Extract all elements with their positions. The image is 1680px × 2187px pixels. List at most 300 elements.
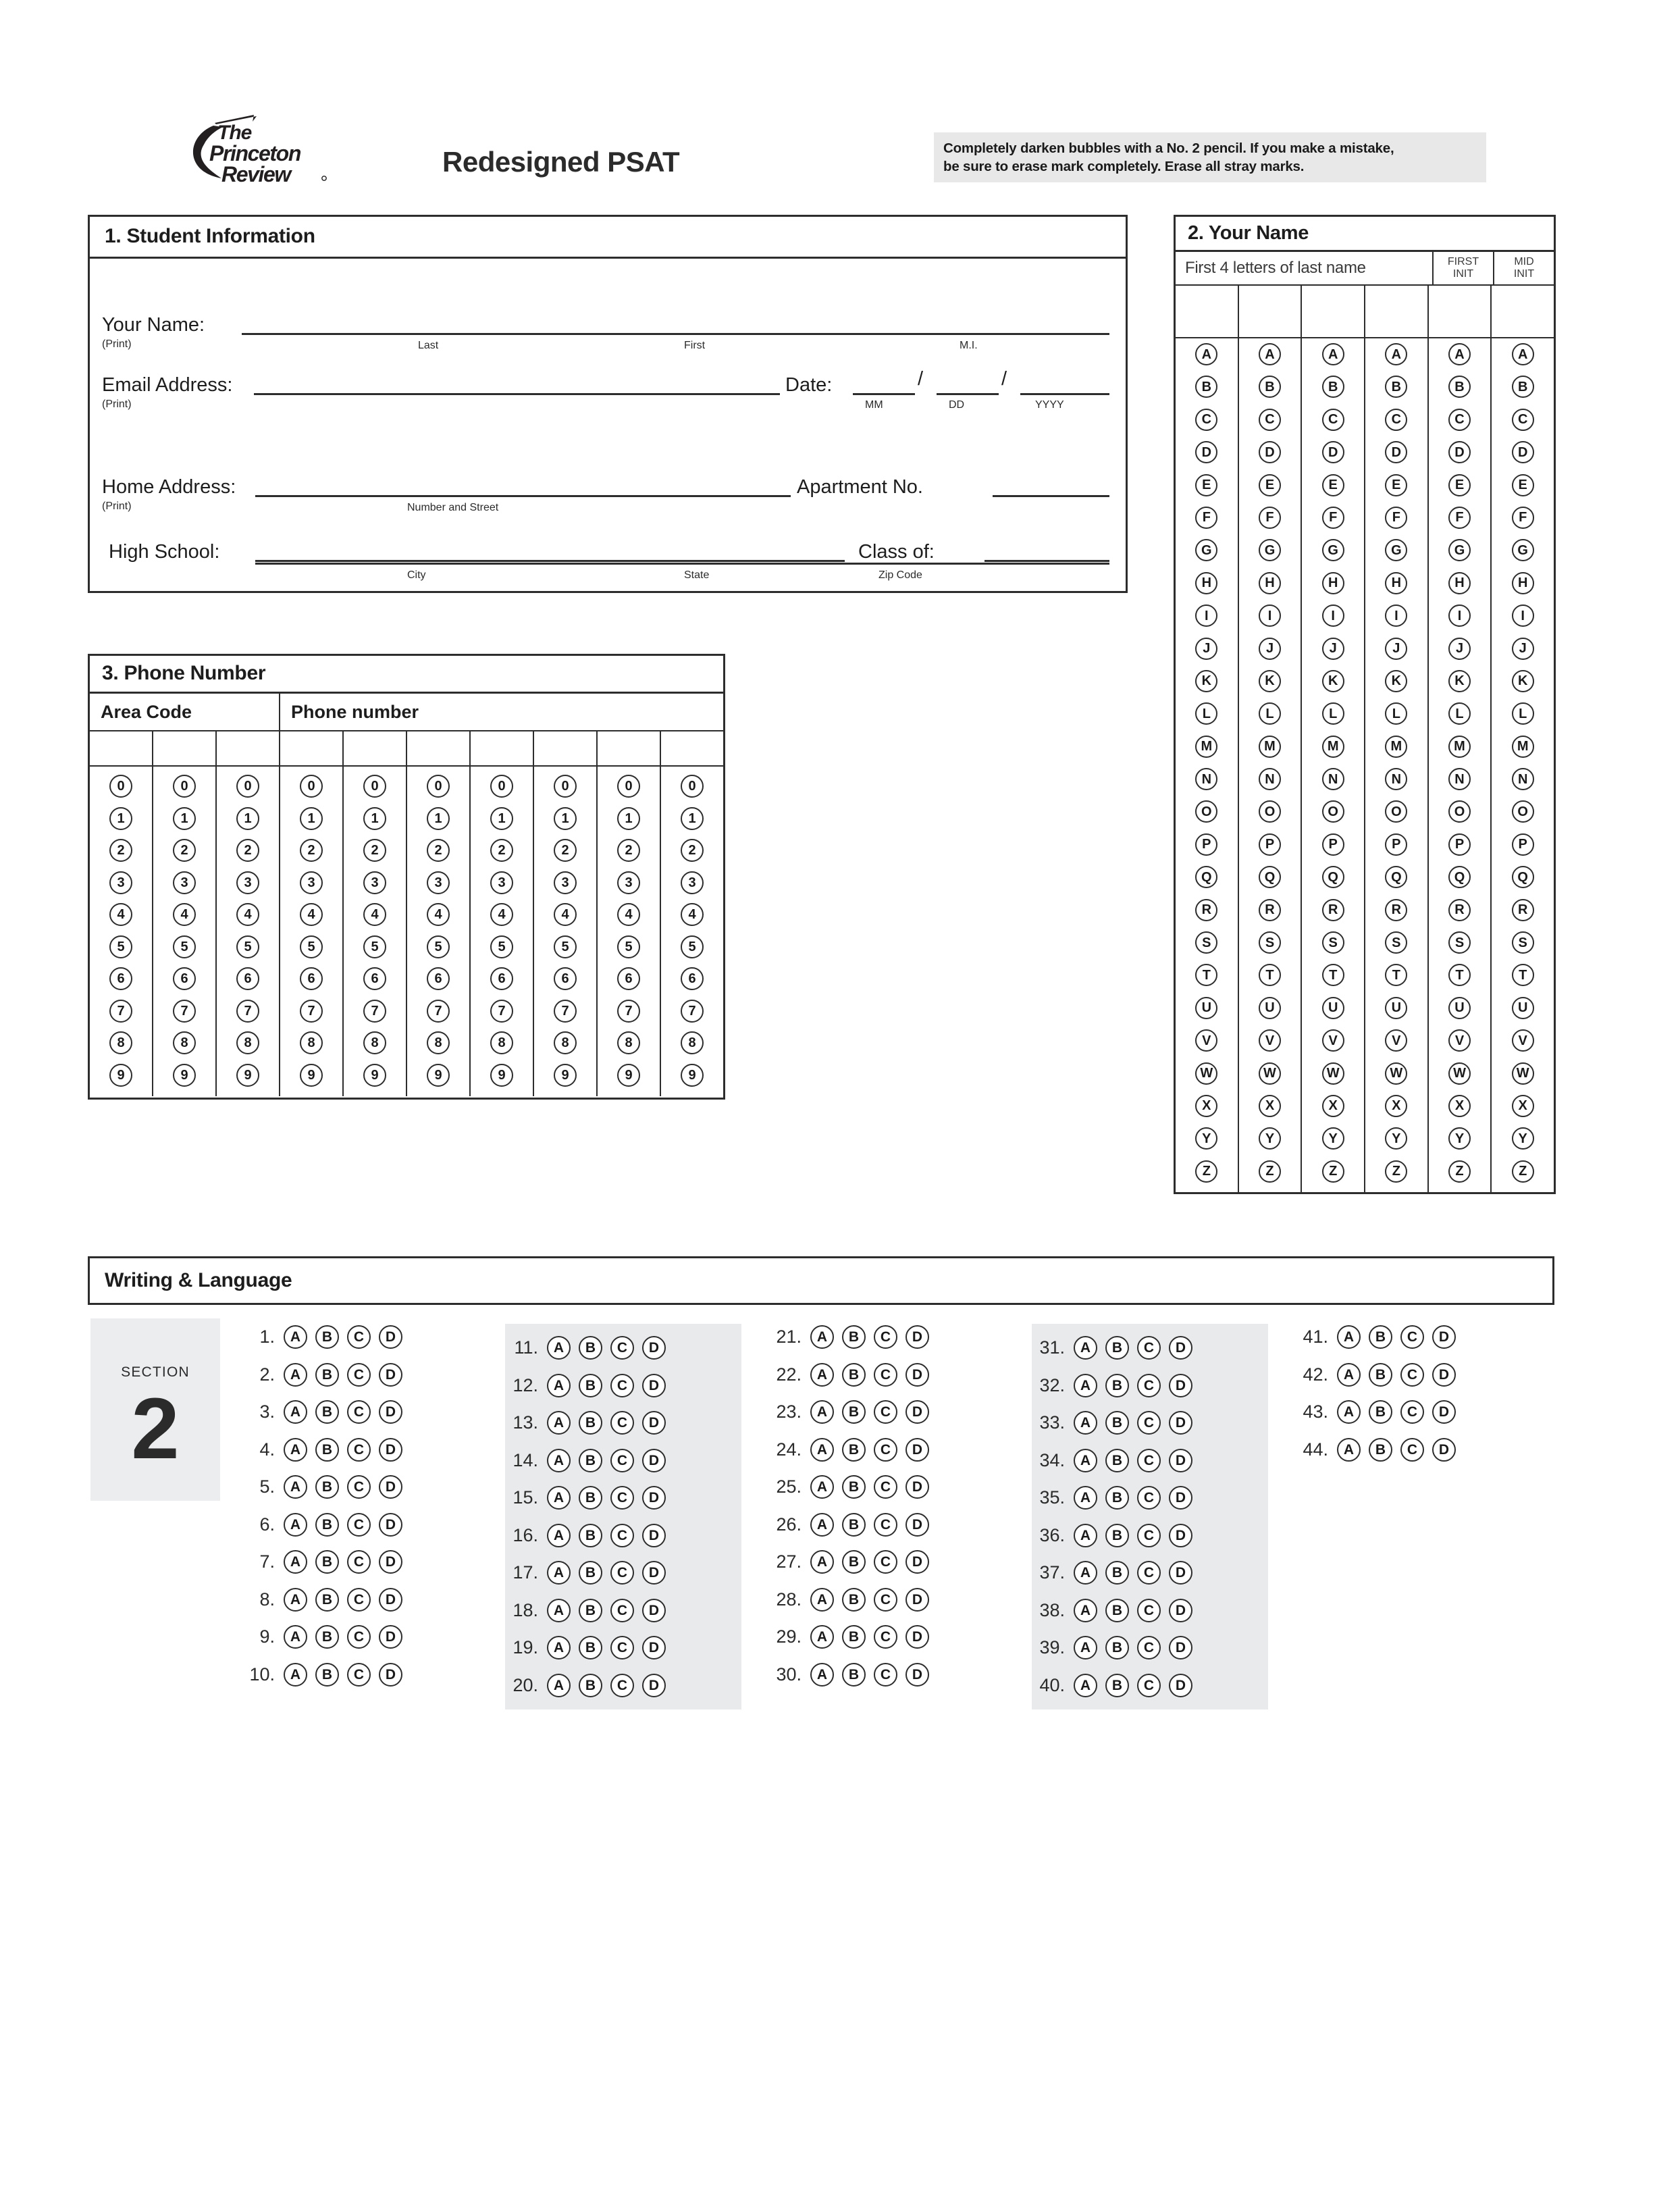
name-bubble-o[interactable]: O — [1448, 800, 1471, 823]
phone-bubble-8[interactable]: 8 — [300, 1031, 323, 1054]
answer-bubble-q17-b[interactable]: B — [579, 1561, 602, 1585]
answer-bubble-q35-b[interactable]: B — [1105, 1486, 1129, 1510]
answer-bubble-q43-a[interactable]: A — [1337, 1400, 1361, 1424]
answer-bubble-q5-c[interactable]: C — [347, 1475, 371, 1499]
answer-bubble-q21-a[interactable]: A — [810, 1325, 834, 1349]
answer-bubble-q1-d[interactable]: D — [379, 1325, 402, 1349]
name-bubble-z[interactable]: Z — [1195, 1160, 1217, 1183]
answer-bubble-q6-d[interactable]: D — [379, 1513, 402, 1537]
name-bubble-q[interactable]: Q — [1195, 866, 1217, 888]
name-bubble-h[interactable]: H — [1259, 572, 1281, 594]
answer-bubble-q17-d[interactable]: D — [642, 1561, 666, 1585]
phone-bubble-9[interactable]: 9 — [300, 1064, 323, 1087]
answer-bubble-q25-d[interactable]: D — [905, 1475, 929, 1499]
phone-bubble-3[interactable]: 3 — [681, 871, 704, 894]
phone-bubble-3[interactable]: 3 — [173, 871, 196, 894]
answer-bubble-q6-a[interactable]: A — [284, 1513, 307, 1537]
answer-bubble-q40-a[interactable]: A — [1074, 1674, 1097, 1697]
home-address-city-input-line[interactable] — [255, 563, 1109, 565]
date-year-input-line[interactable] — [1020, 393, 1109, 395]
phone-bubble-1[interactable]: 1 — [236, 807, 259, 830]
phone-bubble-4[interactable]: 4 — [109, 903, 132, 926]
answer-bubble-q27-a[interactable]: A — [810, 1550, 834, 1574]
name-bubble-w[interactable]: W — [1195, 1062, 1217, 1085]
phone-bubble-2[interactable]: 2 — [427, 839, 450, 862]
answer-bubble-q2-a[interactable]: A — [284, 1363, 307, 1387]
answer-bubble-q34-d[interactable]: D — [1169, 1449, 1192, 1472]
name-bubble-h[interactable]: H — [1385, 572, 1407, 594]
answer-bubble-q25-b[interactable]: B — [842, 1475, 866, 1499]
name-bubble-r[interactable]: R — [1448, 899, 1471, 921]
name-bubble-o[interactable]: O — [1322, 800, 1344, 823]
phone-bubble-4[interactable]: 4 — [617, 903, 640, 926]
phone-bubble-3[interactable]: 3 — [617, 871, 640, 894]
name-bubble-g[interactable]: G — [1195, 539, 1217, 561]
answer-bubble-q18-b[interactable]: B — [579, 1599, 602, 1622]
answer-bubble-q10-c[interactable]: C — [347, 1663, 371, 1687]
answer-bubble-q29-d[interactable]: D — [905, 1625, 929, 1649]
phone-bubble-2[interactable]: 2 — [554, 839, 577, 862]
phone-bubble-0[interactable]: 0 — [109, 775, 132, 798]
name-bubble-x[interactable]: X — [1322, 1095, 1344, 1117]
answer-bubble-q13-a[interactable]: A — [547, 1411, 571, 1435]
phone-bubble-0[interactable]: 0 — [554, 775, 577, 798]
name-bubble-t[interactable]: T — [1195, 964, 1217, 986]
answer-bubble-q39-a[interactable]: A — [1074, 1636, 1097, 1659]
answer-bubble-q8-d[interactable]: D — [379, 1588, 402, 1612]
phone-bubble-2[interactable]: 2 — [617, 839, 640, 862]
name-bubble-b[interactable]: B — [1195, 376, 1217, 398]
phone-bubble-6[interactable]: 6 — [681, 967, 704, 990]
answer-bubble-q43-b[interactable]: B — [1369, 1400, 1392, 1424]
phone-bubble-1[interactable]: 1 — [300, 807, 323, 830]
name-bubble-d[interactable]: D — [1195, 441, 1217, 463]
name-bubble-y[interactable]: Y — [1259, 1127, 1281, 1150]
name-bubble-o[interactable]: O — [1259, 800, 1281, 823]
phone-bubble-5[interactable]: 5 — [236, 935, 259, 958]
phone-bubble-5[interactable]: 5 — [363, 935, 386, 958]
name-write-in-cell[interactable] — [1239, 286, 1303, 337]
name-bubble-a[interactable]: A — [1195, 343, 1217, 365]
answer-bubble-q35-a[interactable]: A — [1074, 1486, 1097, 1510]
answer-bubble-q20-c[interactable]: C — [610, 1674, 634, 1697]
answer-bubble-q31-c[interactable]: C — [1137, 1336, 1161, 1360]
answer-bubble-q16-b[interactable]: B — [579, 1524, 602, 1547]
phone-write-in-cell[interactable] — [534, 731, 598, 765]
name-bubble-m[interactable]: M — [1259, 736, 1281, 758]
name-bubble-v[interactable]: V — [1259, 1029, 1281, 1052]
phone-bubble-9[interactable]: 9 — [554, 1064, 577, 1087]
phone-write-in-cell[interactable] — [90, 731, 153, 765]
phone-bubble-6[interactable]: 6 — [617, 967, 640, 990]
phone-bubble-9[interactable]: 9 — [109, 1064, 132, 1087]
name-bubble-e[interactable]: E — [1259, 474, 1281, 496]
answer-bubble-q21-b[interactable]: B — [842, 1325, 866, 1349]
name-bubble-k[interactable]: K — [1259, 670, 1281, 692]
name-bubble-v[interactable]: V — [1385, 1029, 1407, 1052]
name-bubble-p[interactable]: P — [1259, 833, 1281, 856]
answer-bubble-q31-a[interactable]: A — [1074, 1336, 1097, 1360]
answer-bubble-q22-c[interactable]: C — [874, 1363, 897, 1387]
answer-bubble-q33-b[interactable]: B — [1105, 1411, 1129, 1435]
phone-write-in-cell[interactable] — [344, 731, 407, 765]
answer-bubble-q2-d[interactable]: D — [379, 1363, 402, 1387]
phone-number-write-in-row[interactable] — [90, 731, 723, 767]
name-bubble-m[interactable]: M — [1322, 736, 1344, 758]
name-bubble-y[interactable]: Y — [1195, 1127, 1217, 1150]
phone-bubble-6[interactable]: 6 — [427, 967, 450, 990]
name-bubble-g[interactable]: G — [1512, 539, 1534, 561]
answer-bubble-q15-d[interactable]: D — [642, 1486, 666, 1510]
name-bubble-r[interactable]: R — [1259, 899, 1281, 921]
phone-bubble-7[interactable]: 7 — [681, 1000, 704, 1023]
answer-bubble-q37-b[interactable]: B — [1105, 1561, 1129, 1585]
name-bubble-v[interactable]: V — [1448, 1029, 1471, 1052]
answer-bubble-q32-c[interactable]: C — [1137, 1374, 1161, 1397]
name-bubble-x[interactable]: X — [1512, 1095, 1534, 1117]
name-bubble-s[interactable]: S — [1195, 931, 1217, 954]
name-bubble-l[interactable]: L — [1259, 702, 1281, 725]
name-bubble-o[interactable]: O — [1195, 800, 1217, 823]
answer-bubble-q9-d[interactable]: D — [379, 1625, 402, 1649]
name-bubble-r[interactable]: R — [1512, 899, 1534, 921]
name-bubble-u[interactable]: U — [1448, 997, 1471, 1019]
name-bubble-c[interactable]: C — [1195, 409, 1217, 431]
answer-bubble-q29-c[interactable]: C — [874, 1625, 897, 1649]
answer-bubble-q4-a[interactable]: A — [284, 1438, 307, 1462]
phone-bubble-4[interactable]: 4 — [363, 903, 386, 926]
name-bubble-x[interactable]: X — [1259, 1095, 1281, 1117]
answer-bubble-q23-c[interactable]: C — [874, 1400, 897, 1424]
answer-bubble-q11-d[interactable]: D — [642, 1336, 666, 1360]
answer-bubble-q28-d[interactable]: D — [905, 1588, 929, 1612]
name-write-in-cell[interactable] — [1302, 286, 1365, 337]
phone-bubble-2[interactable]: 2 — [173, 839, 196, 862]
answer-bubble-q28-a[interactable]: A — [810, 1588, 834, 1612]
name-bubble-o[interactable]: O — [1385, 800, 1407, 823]
answer-bubble-q30-b[interactable]: B — [842, 1663, 866, 1687]
name-bubble-q[interactable]: Q — [1448, 866, 1471, 888]
name-bubble-g[interactable]: G — [1448, 539, 1471, 561]
phone-bubble-6[interactable]: 6 — [490, 967, 513, 990]
answer-bubble-q41-d[interactable]: D — [1432, 1325, 1456, 1349]
name-bubble-h[interactable]: H — [1195, 572, 1217, 594]
answer-bubble-q33-a[interactable]: A — [1074, 1411, 1097, 1435]
name-bubble-d[interactable]: D — [1322, 441, 1344, 463]
name-bubble-k[interactable]: K — [1448, 670, 1471, 692]
name-bubble-e[interactable]: E — [1322, 474, 1344, 496]
phone-bubble-5[interactable]: 5 — [173, 935, 196, 958]
answer-bubble-q12-c[interactable]: C — [610, 1374, 634, 1397]
answer-bubble-q7-c[interactable]: C — [347, 1550, 371, 1574]
phone-bubble-0[interactable]: 0 — [617, 775, 640, 798]
name-bubble-w[interactable]: W — [1512, 1062, 1534, 1085]
answer-bubble-q3-b[interactable]: B — [315, 1400, 339, 1424]
phone-bubble-8[interactable]: 8 — [554, 1031, 577, 1054]
name-bubble-l[interactable]: L — [1448, 702, 1471, 725]
phone-bubble-7[interactable]: 7 — [617, 1000, 640, 1023]
phone-bubble-6[interactable]: 6 — [300, 967, 323, 990]
phone-bubble-9[interactable]: 9 — [617, 1064, 640, 1087]
name-bubble-w[interactable]: W — [1448, 1062, 1471, 1085]
name-bubble-r[interactable]: R — [1322, 899, 1344, 921]
answer-bubble-q16-c[interactable]: C — [610, 1524, 634, 1547]
name-bubble-z[interactable]: Z — [1322, 1160, 1344, 1183]
phone-bubble-7[interactable]: 7 — [300, 1000, 323, 1023]
answer-bubble-q21-d[interactable]: D — [905, 1325, 929, 1349]
answer-bubble-q27-d[interactable]: D — [905, 1550, 929, 1574]
your-name-input-line[interactable] — [242, 333, 1109, 335]
name-bubble-x[interactable]: X — [1195, 1095, 1217, 1117]
name-bubble-q[interactable]: Q — [1259, 866, 1281, 888]
answer-bubble-q29-a[interactable]: A — [810, 1625, 834, 1649]
name-bubble-j[interactable]: J — [1195, 638, 1217, 660]
answer-bubble-q13-d[interactable]: D — [642, 1411, 666, 1435]
name-bubble-j[interactable]: J — [1448, 638, 1471, 660]
answer-bubble-q35-d[interactable]: D — [1169, 1486, 1192, 1510]
name-bubble-z[interactable]: Z — [1448, 1160, 1471, 1183]
name-bubble-t[interactable]: T — [1385, 964, 1407, 986]
answer-bubble-q10-d[interactable]: D — [379, 1663, 402, 1687]
phone-bubble-0[interactable]: 0 — [490, 775, 513, 798]
phone-bubble-3[interactable]: 3 — [554, 871, 577, 894]
answer-bubble-q14-c[interactable]: C — [610, 1449, 634, 1472]
phone-bubble-9[interactable]: 9 — [173, 1064, 196, 1087]
answer-bubble-q33-d[interactable]: D — [1169, 1411, 1192, 1435]
phone-bubble-4[interactable]: 4 — [427, 903, 450, 926]
phone-bubble-1[interactable]: 1 — [363, 807, 386, 830]
answer-bubble-q6-c[interactable]: C — [347, 1513, 371, 1537]
name-bubble-t[interactable]: T — [1448, 964, 1471, 986]
name-bubble-j[interactable]: J — [1259, 638, 1281, 660]
name-bubble-n[interactable]: N — [1448, 768, 1471, 790]
answer-bubble-q32-a[interactable]: A — [1074, 1374, 1097, 1397]
answer-bubble-q19-b[interactable]: B — [579, 1636, 602, 1659]
phone-bubble-8[interactable]: 8 — [427, 1031, 450, 1054]
name-bubble-v[interactable]: V — [1322, 1029, 1344, 1052]
name-bubble-q[interactable]: Q — [1512, 866, 1534, 888]
name-bubble-f[interactable]: F — [1448, 507, 1471, 529]
phone-bubble-1[interactable]: 1 — [427, 807, 450, 830]
phone-bubble-7[interactable]: 7 — [236, 1000, 259, 1023]
phone-bubble-8[interactable]: 8 — [173, 1031, 196, 1054]
phone-bubble-1[interactable]: 1 — [554, 807, 577, 830]
answer-bubble-q34-b[interactable]: B — [1105, 1449, 1129, 1472]
name-bubble-x[interactable]: X — [1385, 1095, 1407, 1117]
answer-bubble-q5-a[interactable]: A — [284, 1475, 307, 1499]
phone-bubble-4[interactable]: 4 — [490, 903, 513, 926]
answer-bubble-q19-a[interactable]: A — [547, 1636, 571, 1659]
phone-bubble-1[interactable]: 1 — [173, 807, 196, 830]
answer-bubble-q15-a[interactable]: A — [547, 1486, 571, 1510]
name-bubble-w[interactable]: W — [1385, 1062, 1407, 1085]
answer-bubble-q36-b[interactable]: B — [1105, 1524, 1129, 1547]
answer-bubble-q41-c[interactable]: C — [1400, 1325, 1424, 1349]
answer-bubble-q8-b[interactable]: B — [315, 1588, 339, 1612]
answer-bubble-q37-d[interactable]: D — [1169, 1561, 1192, 1585]
name-bubble-b[interactable]: B — [1448, 376, 1471, 398]
name-bubble-d[interactable]: D — [1448, 441, 1471, 463]
name-bubble-d[interactable]: D — [1512, 441, 1534, 463]
answer-bubble-q17-c[interactable]: C — [610, 1561, 634, 1585]
phone-bubble-8[interactable]: 8 — [617, 1031, 640, 1054]
phone-bubble-2[interactable]: 2 — [490, 839, 513, 862]
name-bubble-h[interactable]: H — [1448, 572, 1471, 594]
phone-bubble-3[interactable]: 3 — [300, 871, 323, 894]
answer-bubble-q18-d[interactable]: D — [642, 1599, 666, 1622]
phone-bubble-8[interactable]: 8 — [681, 1031, 704, 1054]
phone-bubble-8[interactable]: 8 — [236, 1031, 259, 1054]
answer-bubble-q11-a[interactable]: A — [547, 1336, 571, 1360]
answer-bubble-q11-b[interactable]: B — [579, 1336, 602, 1360]
phone-bubble-3[interactable]: 3 — [427, 871, 450, 894]
answer-bubble-q22-d[interactable]: D — [905, 1363, 929, 1387]
answer-bubble-q21-c[interactable]: C — [874, 1325, 897, 1349]
name-bubble-a[interactable]: A — [1322, 343, 1344, 365]
answer-bubble-q16-d[interactable]: D — [642, 1524, 666, 1547]
name-bubble-k[interactable]: K — [1322, 670, 1344, 692]
phone-bubble-7[interactable]: 7 — [173, 1000, 196, 1023]
answer-bubble-q9-c[interactable]: C — [347, 1625, 371, 1649]
answer-bubble-q42-b[interactable]: B — [1369, 1363, 1392, 1387]
name-bubble-z[interactable]: Z — [1259, 1160, 1281, 1183]
answer-bubble-q22-b[interactable]: B — [842, 1363, 866, 1387]
phone-write-in-cell[interactable] — [153, 731, 217, 765]
phone-bubble-5[interactable]: 5 — [617, 935, 640, 958]
phone-bubble-4[interactable]: 4 — [300, 903, 323, 926]
answer-bubble-q38-c[interactable]: C — [1137, 1599, 1161, 1622]
phone-bubble-0[interactable]: 0 — [363, 775, 386, 798]
phone-bubble-9[interactable]: 9 — [363, 1064, 386, 1087]
phone-bubble-7[interactable]: 7 — [490, 1000, 513, 1023]
name-bubble-u[interactable]: U — [1195, 997, 1217, 1019]
answer-bubble-q22-a[interactable]: A — [810, 1363, 834, 1387]
name-bubble-c[interactable]: C — [1385, 409, 1407, 431]
answer-bubble-q10-a[interactable]: A — [284, 1663, 307, 1687]
name-bubble-b[interactable]: B — [1259, 376, 1281, 398]
name-bubble-j[interactable]: J — [1512, 638, 1534, 660]
name-bubble-i[interactable]: I — [1512, 604, 1534, 627]
answer-bubble-q26-a[interactable]: A — [810, 1513, 834, 1537]
name-bubble-q[interactable]: Q — [1385, 866, 1407, 888]
answer-bubble-q24-d[interactable]: D — [905, 1438, 929, 1462]
name-bubble-y[interactable]: Y — [1512, 1127, 1534, 1150]
phone-write-in-cell[interactable] — [280, 731, 344, 765]
answer-bubble-q39-b[interactable]: B — [1105, 1636, 1129, 1659]
name-bubble-d[interactable]: D — [1385, 441, 1407, 463]
answer-bubble-q4-d[interactable]: D — [379, 1438, 402, 1462]
phone-bubble-0[interactable]: 0 — [427, 775, 450, 798]
phone-bubble-9[interactable]: 9 — [490, 1064, 513, 1087]
name-bubble-g[interactable]: G — [1385, 539, 1407, 561]
phone-bubble-7[interactable]: 7 — [554, 1000, 577, 1023]
name-bubble-m[interactable]: M — [1512, 736, 1534, 758]
phone-bubble-6[interactable]: 6 — [173, 967, 196, 990]
answer-bubble-q28-b[interactable]: B — [842, 1588, 866, 1612]
name-bubble-h[interactable]: H — [1322, 572, 1344, 594]
answer-bubble-q12-a[interactable]: A — [547, 1374, 571, 1397]
answer-bubble-q27-c[interactable]: C — [874, 1550, 897, 1574]
answer-bubble-q23-a[interactable]: A — [810, 1400, 834, 1424]
name-bubble-l[interactable]: L — [1512, 702, 1534, 725]
phone-bubble-0[interactable]: 0 — [300, 775, 323, 798]
answer-bubble-q30-d[interactable]: D — [905, 1663, 929, 1687]
name-bubble-c[interactable]: C — [1259, 409, 1281, 431]
phone-bubble-5[interactable]: 5 — [427, 935, 450, 958]
name-bubble-i[interactable]: I — [1195, 604, 1217, 627]
name-bubble-w[interactable]: W — [1259, 1062, 1281, 1085]
answer-bubble-q38-d[interactable]: D — [1169, 1599, 1192, 1622]
name-bubble-p[interactable]: P — [1322, 833, 1344, 856]
answer-bubble-q38-b[interactable]: B — [1105, 1599, 1129, 1622]
answer-bubble-q14-d[interactable]: D — [642, 1449, 666, 1472]
answer-bubble-q4-b[interactable]: B — [315, 1438, 339, 1462]
name-bubble-u[interactable]: U — [1385, 997, 1407, 1019]
phone-bubble-6[interactable]: 6 — [109, 967, 132, 990]
phone-bubble-3[interactable]: 3 — [363, 871, 386, 894]
phone-bubble-4[interactable]: 4 — [173, 903, 196, 926]
phone-bubble-6[interactable]: 6 — [236, 967, 259, 990]
name-bubble-p[interactable]: P — [1448, 833, 1471, 856]
answer-bubble-q24-a[interactable]: A — [810, 1438, 834, 1462]
phone-bubble-2[interactable]: 2 — [109, 839, 132, 862]
answer-bubble-q5-d[interactable]: D — [379, 1475, 402, 1499]
phone-bubble-7[interactable]: 7 — [427, 1000, 450, 1023]
answer-bubble-q42-c[interactable]: C — [1400, 1363, 1424, 1387]
name-bubble-r[interactable]: R — [1385, 899, 1407, 921]
phone-bubble-1[interactable]: 1 — [490, 807, 513, 830]
name-write-in-cell[interactable] — [1176, 286, 1239, 337]
name-bubble-c[interactable]: C — [1448, 409, 1471, 431]
phone-bubble-2[interactable]: 2 — [681, 839, 704, 862]
answer-bubble-q1-b[interactable]: B — [315, 1325, 339, 1349]
answer-bubble-q12-b[interactable]: B — [579, 1374, 602, 1397]
name-bubble-f[interactable]: F — [1259, 507, 1281, 529]
answer-bubble-q7-a[interactable]: A — [284, 1550, 307, 1574]
name-bubble-o[interactable]: O — [1512, 800, 1534, 823]
answer-bubble-q30-a[interactable]: A — [810, 1663, 834, 1687]
name-bubble-u[interactable]: U — [1322, 997, 1344, 1019]
phone-bubble-4[interactable]: 4 — [236, 903, 259, 926]
date-day-input-line[interactable] — [937, 393, 999, 395]
answer-bubble-q33-c[interactable]: C — [1137, 1411, 1161, 1435]
name-bubble-i[interactable]: I — [1259, 604, 1281, 627]
name-bubble-d[interactable]: D — [1259, 441, 1281, 463]
phone-bubble-2[interactable]: 2 — [236, 839, 259, 862]
name-bubble-s[interactable]: S — [1322, 931, 1344, 954]
answer-bubble-q29-b[interactable]: B — [842, 1625, 866, 1649]
name-bubble-f[interactable]: F — [1385, 507, 1407, 529]
answer-bubble-q23-b[interactable]: B — [842, 1400, 866, 1424]
phone-bubble-2[interactable]: 2 — [363, 839, 386, 862]
phone-bubble-6[interactable]: 6 — [554, 967, 577, 990]
name-bubble-l[interactable]: L — [1322, 702, 1344, 725]
answer-bubble-q24-b[interactable]: B — [842, 1438, 866, 1462]
answer-bubble-q41-a[interactable]: A — [1337, 1325, 1361, 1349]
answer-bubble-q17-a[interactable]: A — [547, 1561, 571, 1585]
phone-bubble-0[interactable]: 0 — [173, 775, 196, 798]
phone-bubble-3[interactable]: 3 — [236, 871, 259, 894]
name-bubble-t[interactable]: T — [1259, 964, 1281, 986]
answer-bubble-q15-b[interactable]: B — [579, 1486, 602, 1510]
name-bubble-h[interactable]: H — [1512, 572, 1534, 594]
answer-bubble-q31-b[interactable]: B — [1105, 1336, 1129, 1360]
answer-bubble-q44-a[interactable]: A — [1337, 1438, 1361, 1462]
date-month-input-line[interactable] — [853, 393, 915, 395]
phone-bubble-8[interactable]: 8 — [490, 1031, 513, 1054]
answer-bubble-q36-a[interactable]: A — [1074, 1524, 1097, 1547]
answer-bubble-q6-b[interactable]: B — [315, 1513, 339, 1537]
